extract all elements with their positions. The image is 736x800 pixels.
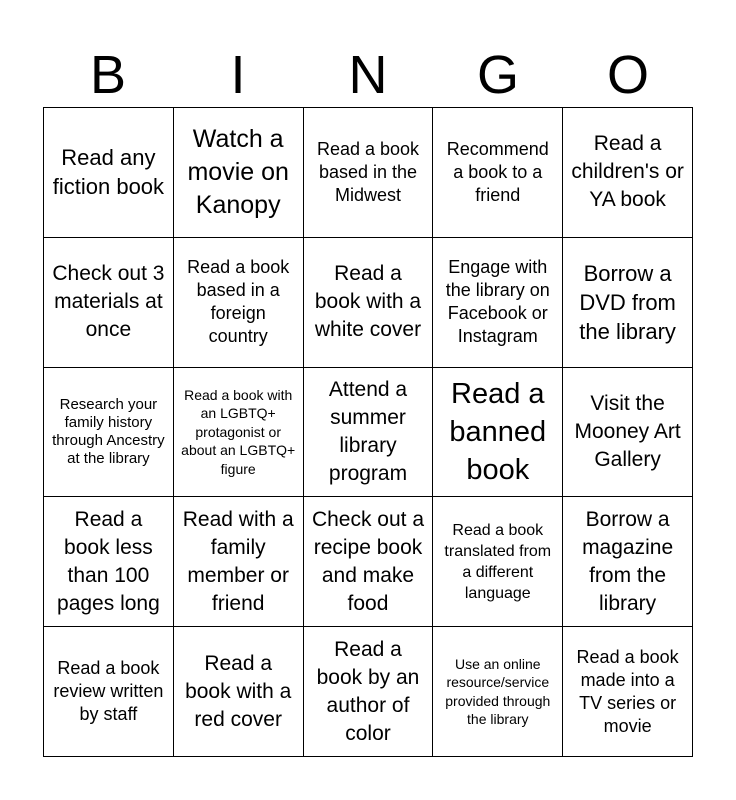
cell-text: Read a book with a red cover <box>185 651 292 731</box>
bingo-cell-r3c5[interactable] <box>563 368 693 498</box>
header-letter-b: B <box>89 45 127 105</box>
bingo-cell-r1c3[interactable] <box>304 108 434 238</box>
bingo-header <box>43 42 693 108</box>
cell-text: Read a banned book <box>449 377 547 486</box>
bingo-cell-r4c2[interactable] <box>174 497 304 627</box>
cell-text: Read a book less than 100 pages long <box>57 507 160 615</box>
bingo-cell-r4c3[interactable] <box>304 497 434 627</box>
bingo-cell-r5c4[interactable] <box>433 627 563 757</box>
cell-text: Borrow a DVD from the library <box>579 260 676 344</box>
header-letter-i: I <box>230 45 246 105</box>
bingo-cell-r2c5[interactable] <box>563 238 693 368</box>
cell-text: Visit the Mooney Art Gallery <box>574 391 681 471</box>
bingo-cell-r1c5[interactable] <box>563 108 693 238</box>
header-letter-o: O <box>606 45 649 105</box>
cell-text: Watch a movie on Kanopy <box>187 124 289 219</box>
bingo-board <box>43 107 693 757</box>
bingo-cell-r4c1[interactable] <box>44 497 174 627</box>
cell-text: Borrow a magazine from the library <box>582 507 674 615</box>
cell-text: Check out a recipe book and make food <box>311 507 425 615</box>
cell-text: Read a book made into a TV series or movie <box>576 646 679 736</box>
bingo-cell-r3c3[interactable] <box>304 368 434 498</box>
bingo-cell-r3c2[interactable] <box>174 368 304 498</box>
cell-text: Use an online resource/service provided through the library <box>445 655 551 728</box>
bingo-cell-r1c4[interactable] <box>433 108 563 238</box>
cell-text: Engage with the library on Facebook or Instagram <box>445 257 550 347</box>
bingo-cell-r5c1[interactable] <box>44 627 174 757</box>
cell-text: Read a book with an LGBTQ+ protagonist or about an LGBTQ+ figure <box>181 386 296 477</box>
bingo-cell-r5c2[interactable] <box>174 627 304 757</box>
cell-text: Read with a family member or friend <box>182 507 294 615</box>
cell-text: Check out 3 materials at once <box>52 262 165 342</box>
bingo-cell-r1c1[interactable] <box>44 108 174 238</box>
header-letter-n: N <box>348 45 388 105</box>
cell-text: Read a book translated from a different language <box>444 521 552 602</box>
cell-text: Read a children's or YA book <box>571 132 684 212</box>
bingo-cell-r2c3[interactable] <box>304 238 434 368</box>
cell-text: Read a book with a white cover <box>314 262 422 342</box>
bingo-cell-r1c2[interactable] <box>174 108 304 238</box>
header-letter-g: G <box>476 45 519 105</box>
cell-text: Read a book by an author of color <box>316 637 420 745</box>
bingo-cell-r5c5[interactable] <box>563 627 693 757</box>
cell-text: Attend a summer library program <box>328 377 408 485</box>
cell-text: Research your family history through Ancestry at the library <box>52 395 165 467</box>
bingo-cell-r2c2[interactable] <box>174 238 304 368</box>
cell-text: Read a book based in a foreign country <box>187 257 290 347</box>
bingo-cell-r5c3[interactable] <box>304 627 434 757</box>
bingo-cell-r2c4[interactable] <box>433 238 563 368</box>
cell-text: Read a book review written by staff <box>53 658 164 725</box>
cell-text: Read a book based in the Midwest <box>316 138 420 205</box>
bingo-cell-r3c4[interactable] <box>433 368 563 498</box>
bingo-cell-r4c5[interactable] <box>563 497 693 627</box>
cell-text: Recommend a book to a friend <box>446 138 549 205</box>
bingo-cell-r2c1[interactable] <box>44 238 174 368</box>
cell-text: Read any fiction book <box>52 145 165 200</box>
bingo-cell-r4c4[interactable] <box>433 497 563 627</box>
bingo-cell-r3c1[interactable] <box>44 368 174 498</box>
